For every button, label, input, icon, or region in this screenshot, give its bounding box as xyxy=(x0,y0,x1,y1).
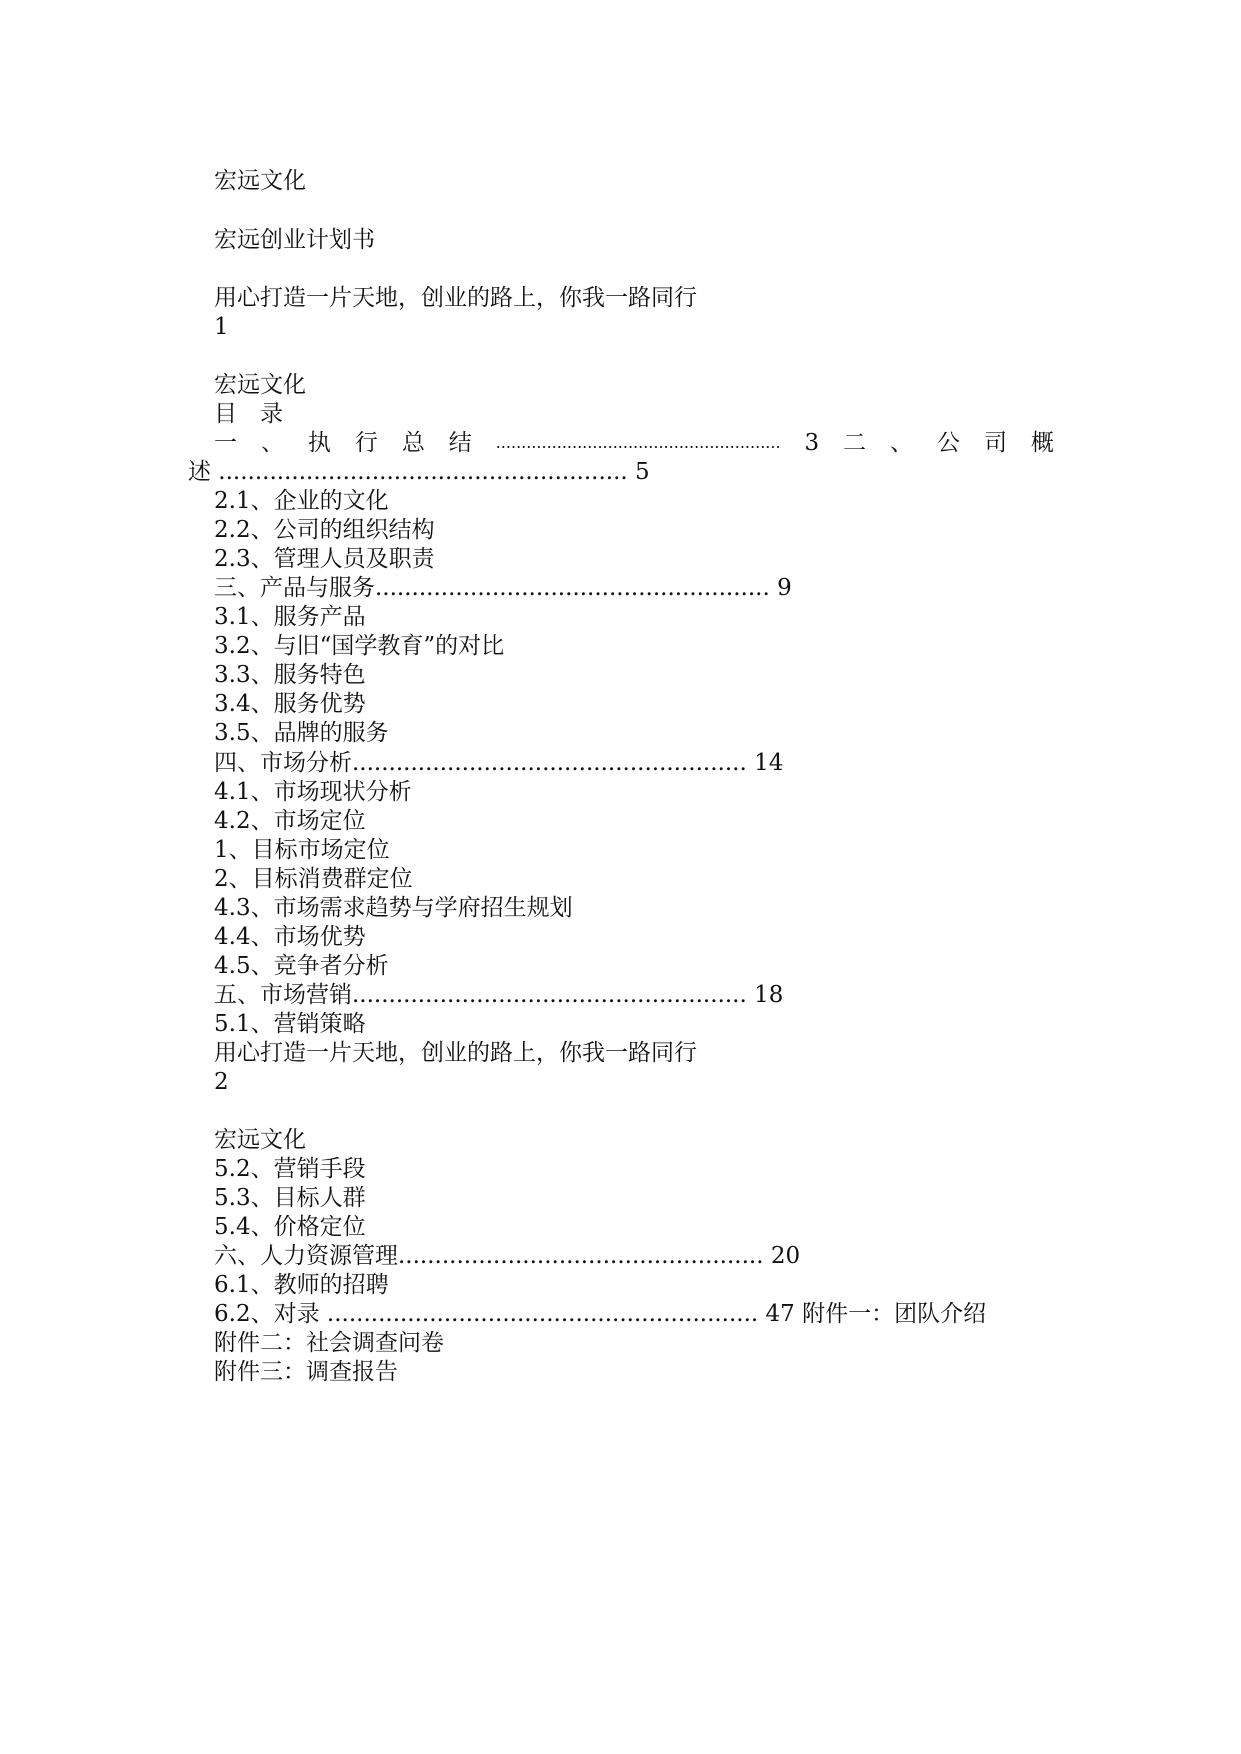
toc-item: 附件三：调查报告 xyxy=(214,1359,398,1385)
toc-item: 4.1、市场现状分析 xyxy=(214,779,412,805)
toc-item: 2、目标消费群定位 xyxy=(214,866,413,892)
toc-item: 5.3、目标人群 xyxy=(214,1185,366,1211)
toc-item: 五、市场营销...................................................... 18 xyxy=(214,982,784,1008)
toc-item: 2.1、企业的文化 xyxy=(214,488,389,514)
toc-item: 附件二：社会调查问卷 xyxy=(214,1330,444,1356)
toc-item: 2.2、公司的组织结构 xyxy=(214,517,435,543)
toc-line-part: 总 xyxy=(401,430,425,456)
toc-item: 3.5、品牌的服务 xyxy=(214,720,389,746)
page3-header: 宏远文化 xyxy=(214,1127,306,1153)
toc-line-part: 、 xyxy=(890,430,914,456)
toc-item: 6.1、教师的招聘 xyxy=(214,1272,389,1298)
toc-item: 4.5、竞争者分析 xyxy=(214,953,389,979)
toc-item: 3.2、与旧“国学教育”的对比 xyxy=(214,633,505,659)
toc-line-part: 二 xyxy=(843,430,867,456)
document-title: 宏远创业计划书 xyxy=(214,227,375,253)
toc-line-part: 概 xyxy=(1030,430,1054,456)
toc-line-part: 执 xyxy=(307,430,331,456)
page2-header: 宏远文化 xyxy=(214,372,306,398)
toc-item: 六、人力资源管理.................................................. 20 xyxy=(214,1243,801,1269)
toc-line-part: 司 xyxy=(983,430,1007,456)
toc-line-part: 行 xyxy=(354,430,378,456)
toc-line-part: 一 xyxy=(214,430,237,456)
page2-footer-slogan: 用心打造一片天地，创业的路上，你我一路同行 xyxy=(214,1040,697,1066)
toc-item: 4.4、市场优势 xyxy=(214,924,366,950)
toc-dot-leader: ........................................................ xyxy=(495,433,781,452)
toc-item: 6.2、对录 ........................................................... 47 附件一：团队介绍 xyxy=(214,1301,987,1327)
toc-item: 2.3、管理人员及职责 xyxy=(214,546,435,572)
toc-page-number: 3 xyxy=(804,430,820,456)
toc-item: 1、目标市场定位 xyxy=(214,837,390,863)
toc-item: 3.3、服务特色 xyxy=(214,662,366,688)
toc-line-part: 公 xyxy=(936,430,960,456)
toc-line-part: 、 xyxy=(260,430,284,456)
page1-footer-slogan: 用心打造一片天地，创业的路上，你我一路同行 xyxy=(214,285,697,311)
toc-item: 4.3、市场需求趋势与学府招生规划 xyxy=(214,895,573,921)
toc-item: 三、产品与服务...................................................... 9 xyxy=(214,575,792,601)
toc-item: 四、市场分析...................................................... 14 xyxy=(214,750,784,776)
toc-item: 3.4、服务优势 xyxy=(214,691,366,717)
toc-item: 5.2、营销手段 xyxy=(214,1156,366,1182)
toc-item: 5.4、价格定位 xyxy=(214,1214,366,1240)
toc-line-justified xyxy=(214,428,1054,458)
toc-line-part: 结 xyxy=(448,430,472,456)
toc-item: 4.2、市场定位 xyxy=(214,808,366,834)
page2-number: 2 xyxy=(214,1069,229,1095)
toc-title: 目 录 xyxy=(214,401,283,427)
page1-number: 1 xyxy=(214,314,229,340)
toc-item: 3.1、服务产品 xyxy=(214,604,366,630)
page1-header: 宏远文化 xyxy=(214,168,306,194)
toc-line-continuation: 述 ........................................................ 5 xyxy=(188,459,650,485)
toc-item: 5.1、营销策略 xyxy=(214,1011,366,1037)
